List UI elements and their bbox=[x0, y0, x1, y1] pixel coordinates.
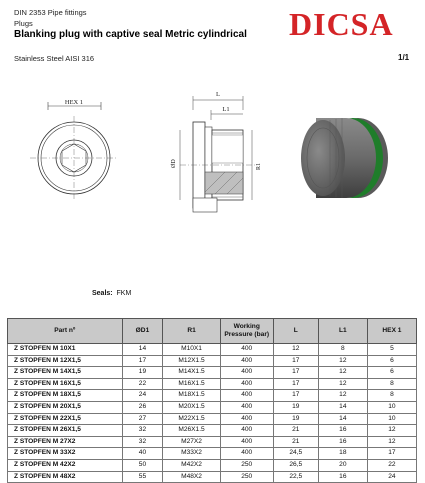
cell-working-pressure: 250 bbox=[220, 471, 273, 483]
cell-l1: 12 bbox=[318, 378, 367, 390]
cell-l1: 20 bbox=[318, 459, 367, 471]
col-l: L bbox=[273, 319, 318, 344]
cell-hex1: 24 bbox=[367, 471, 416, 483]
col-working-pressure: Working Pressure (bar) bbox=[220, 319, 273, 344]
cell-l: 21 bbox=[273, 436, 318, 448]
cell-r1: M42X2 bbox=[163, 459, 220, 471]
cell-hex1: 6 bbox=[367, 367, 416, 379]
cell-hex1: 10 bbox=[367, 413, 416, 425]
front-view bbox=[30, 99, 118, 200]
col-l1: L1 bbox=[318, 319, 367, 344]
cell-hex1: 12 bbox=[367, 425, 416, 437]
cell-d1: 22 bbox=[122, 378, 163, 390]
table-row bbox=[8, 448, 417, 460]
cell-part-no: Z STOPFEN M 33X2 bbox=[8, 448, 123, 460]
table-row bbox=[8, 471, 417, 483]
cell-r1: M27X2 bbox=[163, 436, 220, 448]
category-label: Plugs bbox=[14, 19, 33, 28]
cell-part-no: Z STOPFEN M 26X1,5 bbox=[8, 425, 123, 437]
cell-d1: 32 bbox=[122, 425, 163, 437]
table-row bbox=[8, 355, 417, 367]
d-label: ØD bbox=[171, 159, 177, 168]
spec-table-header bbox=[8, 319, 417, 344]
table-row bbox=[8, 344, 417, 356]
cell-d1: 24 bbox=[122, 390, 163, 402]
cell-hex1: 17 bbox=[367, 448, 416, 460]
cell-part-no: Z STOPFEN M 12X1,5 bbox=[8, 355, 123, 367]
cell-d1: 26 bbox=[122, 401, 163, 413]
cell-l1: 14 bbox=[318, 401, 367, 413]
l1-label: L1 bbox=[222, 106, 230, 113]
cell-hex1: 10 bbox=[367, 401, 416, 413]
cell-r1: M10X1 bbox=[163, 344, 220, 356]
col-d1: ØD1 bbox=[122, 319, 163, 344]
cell-working-pressure: 400 bbox=[220, 344, 273, 356]
cell-d1: 17 bbox=[122, 355, 163, 367]
cell-part-no: Z STOPFEN M 48X2 bbox=[8, 471, 123, 483]
cell-l1: 12 bbox=[318, 390, 367, 402]
cell-part-no: Z STOPFEN M 20X1,5 bbox=[8, 401, 123, 413]
table-row bbox=[8, 378, 417, 390]
cell-d1: 32 bbox=[122, 436, 163, 448]
cell-hex1: 5 bbox=[367, 344, 416, 356]
cell-part-no: Z STOPFEN M 16X1,5 bbox=[8, 378, 123, 390]
col-r1: R1 bbox=[163, 319, 220, 344]
cell-l: 17 bbox=[273, 378, 318, 390]
cell-working-pressure: 400 bbox=[220, 367, 273, 379]
r1-label: R1 bbox=[256, 162, 262, 170]
cell-hex1: 22 bbox=[367, 459, 416, 471]
cell-part-no: Z STOPFEN M 22X1,5 bbox=[8, 413, 123, 425]
cell-d1: 40 bbox=[122, 448, 163, 460]
spec-table bbox=[7, 318, 417, 483]
standard-label: DIN 2353 Pipe fittings bbox=[14, 8, 87, 17]
cell-l: 17 bbox=[273, 355, 318, 367]
page-number: 1/1 bbox=[398, 53, 410, 62]
cell-part-no: Z STOPFEN M 14X1,5 bbox=[8, 367, 123, 379]
l-label: L bbox=[216, 91, 220, 98]
cell-r1: M14X1.5 bbox=[163, 367, 220, 379]
seals-label: Seals: bbox=[92, 290, 113, 297]
table-row bbox=[8, 390, 417, 402]
seals-info bbox=[92, 290, 131, 297]
cell-part-no: Z STOPFEN M 42X2 bbox=[8, 459, 123, 471]
cell-r1: M16X1.5 bbox=[163, 378, 220, 390]
cell-d1: 19 bbox=[122, 367, 163, 379]
cell-l1: 16 bbox=[318, 425, 367, 437]
cell-l: 12 bbox=[273, 344, 318, 356]
cell-l1: 14 bbox=[318, 413, 367, 425]
plug-3d-render bbox=[301, 118, 388, 198]
dicsa-logo: DICSA bbox=[289, 6, 394, 42]
cell-d1: 50 bbox=[122, 459, 163, 471]
cell-r1: M18X1.5 bbox=[163, 390, 220, 402]
cell-l: 26,5 bbox=[273, 459, 318, 471]
cell-part-no: Z STOPFEN M 27X2 bbox=[8, 436, 123, 448]
cell-part-no: Z STOPFEN M 18X1,5 bbox=[8, 390, 123, 402]
cell-l1: 16 bbox=[318, 471, 367, 483]
cell-hex1: 12 bbox=[367, 436, 416, 448]
page-title: Blanking plug with captive seal Metric cylindrical bbox=[14, 29, 247, 40]
cell-part-no: Z STOPFEN M 10X1 bbox=[8, 344, 123, 356]
cell-working-pressure: 400 bbox=[220, 425, 273, 437]
cell-r1: M26X1.5 bbox=[163, 425, 220, 437]
technical-drawing bbox=[0, 80, 425, 230]
cell-d1: 14 bbox=[122, 344, 163, 356]
table-row bbox=[8, 425, 417, 437]
cell-l1: 18 bbox=[318, 448, 367, 460]
cell-r1: M48X2 bbox=[163, 471, 220, 483]
col-hex1: HEX 1 bbox=[367, 319, 416, 344]
cell-d1: 27 bbox=[122, 413, 163, 425]
cell-hex1: 8 bbox=[367, 390, 416, 402]
cell-l1: 12 bbox=[318, 367, 367, 379]
spec-table-body bbox=[8, 344, 417, 483]
material-label: Stainless Steel AISI 316 bbox=[14, 54, 95, 63]
cell-l1: 8 bbox=[318, 344, 367, 356]
col-part-no: Part nº bbox=[8, 319, 123, 344]
cell-working-pressure: 400 bbox=[220, 355, 273, 367]
cell-d1: 55 bbox=[122, 471, 163, 483]
seals-value: FKM bbox=[116, 290, 132, 297]
cell-working-pressure: 400 bbox=[220, 401, 273, 413]
cell-l: 21 bbox=[273, 425, 318, 437]
cell-working-pressure: 400 bbox=[220, 413, 273, 425]
cell-working-pressure: 400 bbox=[220, 378, 273, 390]
hex-label: HEX 1 bbox=[64, 99, 84, 106]
cell-r1: M33X2 bbox=[163, 448, 220, 460]
cell-hex1: 6 bbox=[367, 355, 416, 367]
cell-l: 19 bbox=[273, 401, 318, 413]
cell-working-pressure: 400 bbox=[220, 448, 273, 460]
table-row bbox=[8, 459, 417, 471]
cell-working-pressure: 400 bbox=[220, 390, 273, 402]
cell-l: 24,5 bbox=[273, 448, 318, 460]
table-row bbox=[8, 367, 417, 379]
cell-l: 17 bbox=[273, 367, 318, 379]
cell-working-pressure: 250 bbox=[220, 459, 273, 471]
cell-l: 17 bbox=[273, 390, 318, 402]
cell-l1: 12 bbox=[318, 355, 367, 367]
table-row bbox=[8, 413, 417, 425]
cell-l: 19 bbox=[273, 413, 318, 425]
cell-l1: 16 bbox=[318, 436, 367, 448]
cell-hex1: 8 bbox=[367, 378, 416, 390]
cell-r1: M20X1.5 bbox=[163, 401, 220, 413]
cell-working-pressure: 400 bbox=[220, 436, 273, 448]
table-row bbox=[8, 436, 417, 448]
cell-r1: M12X1.5 bbox=[163, 355, 220, 367]
cell-r1: M22X1.5 bbox=[163, 413, 220, 425]
table-row bbox=[8, 401, 417, 413]
cell-l: 22,5 bbox=[273, 471, 318, 483]
side-section-view bbox=[171, 91, 262, 212]
